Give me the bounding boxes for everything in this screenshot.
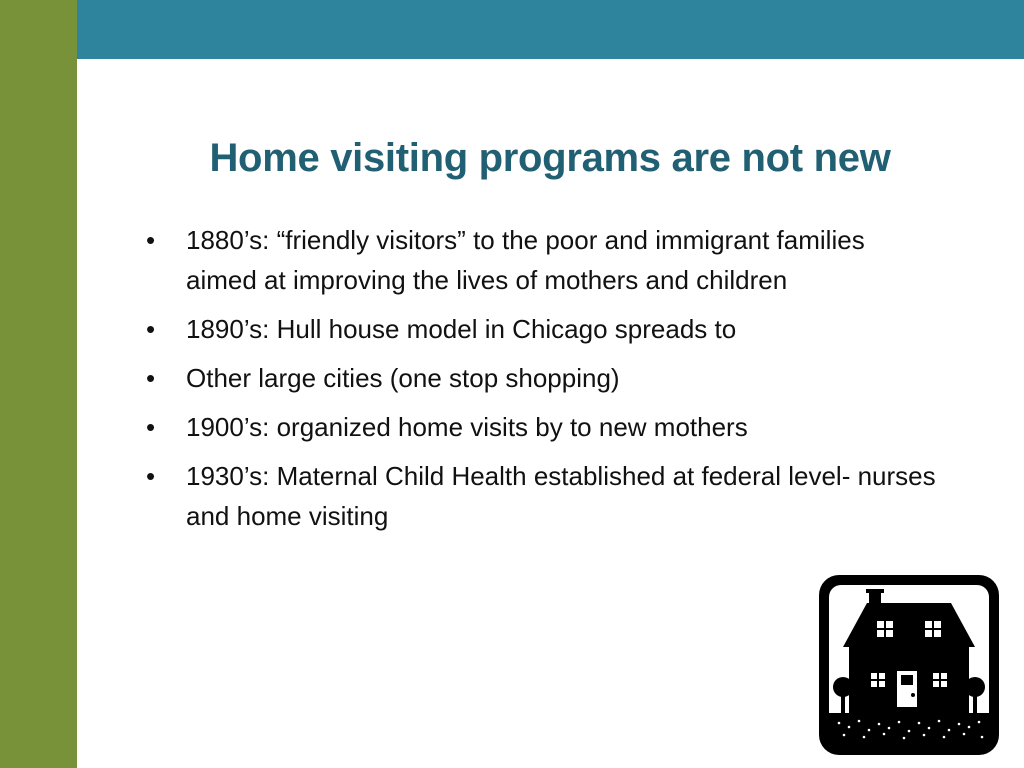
bullet-dot: • <box>146 412 156 442</box>
house-icon <box>819 575 999 755</box>
bullet-list <box>146 220 936 545</box>
bullet-text: Other large cities (one stop shopping) <box>186 363 620 393</box>
bullet-dot: • <box>146 363 156 393</box>
bullet-dot: • <box>146 314 156 344</box>
slide-title: Home visiting programs are not new <box>209 136 891 180</box>
left-accent-bar <box>0 0 77 768</box>
bullet-text: 1930’s: Maternal Child Health established at federal level- nurses and home visiting <box>186 461 936 531</box>
bullet-item <box>146 309 936 349</box>
bullet-item <box>146 358 936 398</box>
top-accent-bar <box>77 0 1024 59</box>
bullet-text: 1880’s: “friendly visitors” to the poor and immigrant families aimed at improving the lives of mothers and children <box>186 225 865 295</box>
bullet-item <box>146 220 936 300</box>
bullet-text: 1900’s: organized home visits by to new mothers <box>186 412 748 442</box>
bullet-dot: • <box>146 225 156 255</box>
bullet-text: 1890’s: Hull house model in Chicago spreads to <box>186 314 737 344</box>
bullet-item <box>146 456 936 536</box>
bullet-dot: • <box>146 461 156 491</box>
bullet-item <box>146 407 936 447</box>
